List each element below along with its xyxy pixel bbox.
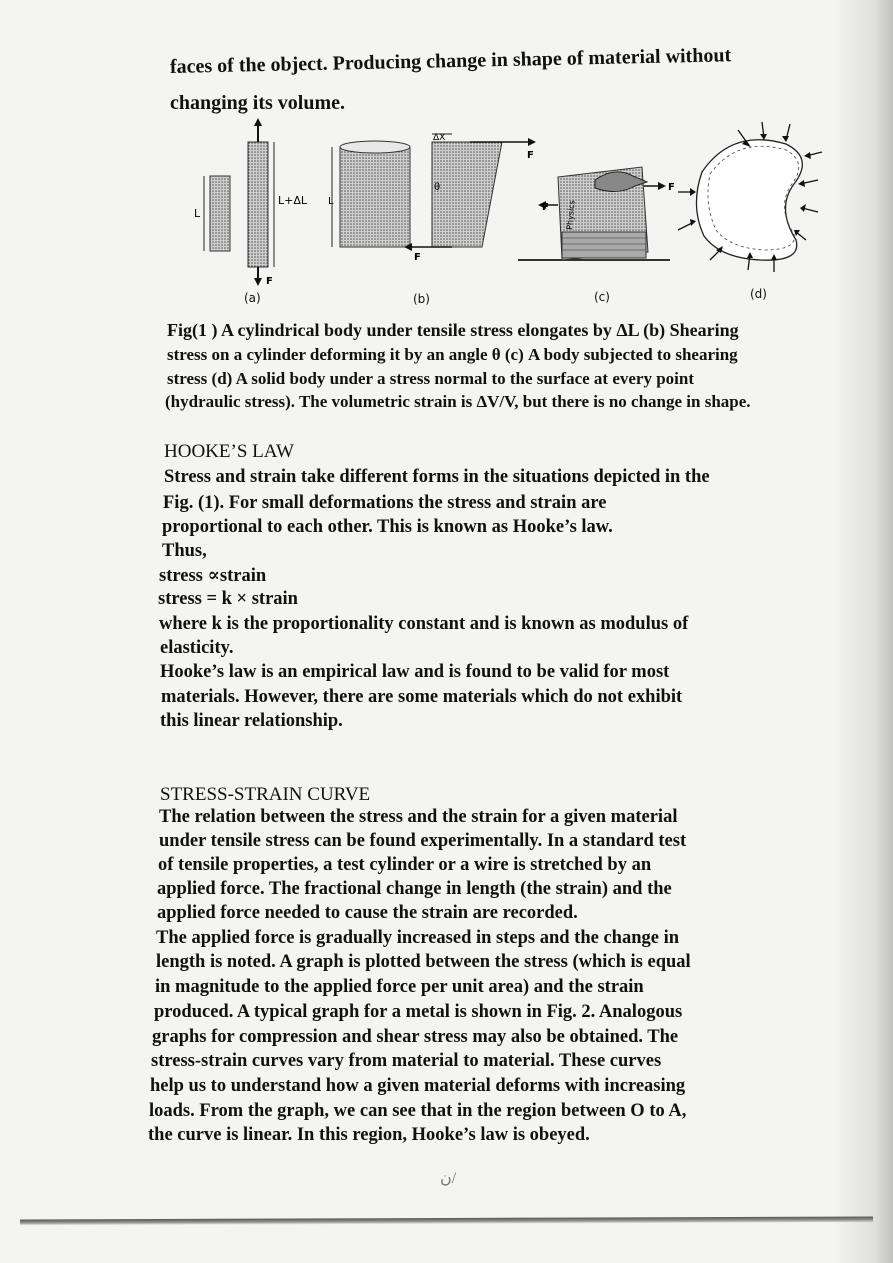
page-edge-shadow (833, 0, 893, 1263)
hookes-law-line-9: Hooke’s law is an empirical law and is found to be valid for most (160, 662, 670, 682)
label-a-length: L (194, 207, 201, 220)
caption-line-3: stress (d) A solid body under a stress normal to the surface at every point (167, 369, 694, 388)
stress-strain-line-12: help us to understand how a given material deforms with increasing (150, 1076, 686, 1096)
stress-strain-heading: STRESS-STRAIN CURVE (160, 784, 371, 805)
label-b-length: L (328, 196, 334, 207)
stress-strain-line-9: produced. A typical graph for a metal is shown in Fig. 2. Analogous (154, 1002, 683, 1022)
stress-strain-line-7: length is noted. A graph is plotted between the stress (which is equal (156, 952, 691, 972)
figure-label-d: (d) (750, 287, 767, 301)
figure-panel-c (518, 167, 670, 260)
label-a-length-change: L+ΔL (278, 194, 307, 207)
hookes-law-heading: HOOKE’S LAW (164, 441, 294, 462)
hookes-law-line-1: Stress and strain take different forms in the situations depicted in the (164, 467, 710, 487)
stress-strain-line-1: The relation between the stress and the strain for a given material (159, 807, 678, 827)
top-paragraph-line-2: changing its volume. (170, 92, 346, 114)
stress-strain-line-6: The applied force is gradually increased in steps and the change in (156, 928, 680, 948)
top-paragraph-line-1: faces of the object. Producing change in shape of material without (169, 44, 732, 78)
stress-strain-line-3: of tensile properties, a test cylinder or a wire is stretched by an (158, 855, 652, 875)
label-b-force-bottom: F (414, 252, 421, 263)
stress-strain-line-4: applied force. The fractional change in length (the strain) and the (157, 879, 672, 899)
stress-strain-line-5: applied force needed to cause the strain are recorded. (157, 903, 578, 923)
page-mark: ن/ (440, 1170, 457, 1187)
hookes-law-equation: stress = k × strain (158, 589, 298, 609)
label-c-force-left: F (542, 202, 549, 213)
stress-strain-line-14: the curve is linear. In this region, Hooke’s law is obeyed. (148, 1125, 590, 1145)
figure-1-stress-types (170, 112, 830, 312)
hookes-law-line-4: Thus, (162, 541, 207, 561)
stress-strain-line-8: in magnitude to the applied force per unit area) and the strain (155, 977, 644, 997)
hookes-law-line-7: where k is the proportionality constant and is known as modulus of (159, 614, 689, 634)
hookes-law-line-2: Fig. (1). For small deformations the stress and strain are (163, 493, 607, 513)
caption-line-4: (hydraulic stress). The volumetric strain is ΔV/V, but there is no change in shape. (165, 392, 751, 411)
figure-panel-d (678, 122, 822, 272)
hookes-law-line-3: proportional to each other. This is known as Hooke’s law. (162, 517, 613, 537)
figure-label-a: (a) (244, 291, 261, 305)
hookes-law-line-11: this linear relationship. (160, 711, 343, 731)
label-b-displacement: ΔX (433, 133, 446, 143)
page-bottom-edge (20, 1217, 873, 1226)
hookes-law-proportional: stress ∝strain (159, 566, 267, 586)
stress-strain-line-13: loads. From the graph, we can see that in the region between O to A, (149, 1101, 687, 1121)
stress-strain-line-2: under tensile stress can be found experimentally. In a standard test (159, 831, 687, 851)
label-c-force-right: F (668, 182, 675, 193)
label-b-angle: θ (434, 182, 441, 193)
figure-panel-a (204, 118, 274, 286)
caption-line-2: stress on a cylinder deforming it by an angle θ (c) A body subjected to shearing (167, 345, 738, 364)
figure-label-c: (c) (594, 290, 610, 304)
figure-label-b: (b) (413, 292, 430, 306)
hookes-law-line-10: materials. However, there are some materials which do not exhibit (161, 687, 683, 707)
label-b-force-top: F (527, 150, 534, 161)
stress-strain-line-10: graphs for compression and shear stress may also be obtained. The (152, 1027, 679, 1047)
caption-line-1: Fig(1 ) A cylindrical body under tensile stress elongates by ΔL (b) Shearing (167, 320, 739, 340)
hookes-law-line-8: elasticity. (160, 638, 234, 658)
label-c-book: Physics (565, 199, 577, 231)
label-a-force: F (266, 276, 273, 287)
stress-strain-line-11: stress-strain curves vary from material to material. These curves (151, 1051, 662, 1071)
